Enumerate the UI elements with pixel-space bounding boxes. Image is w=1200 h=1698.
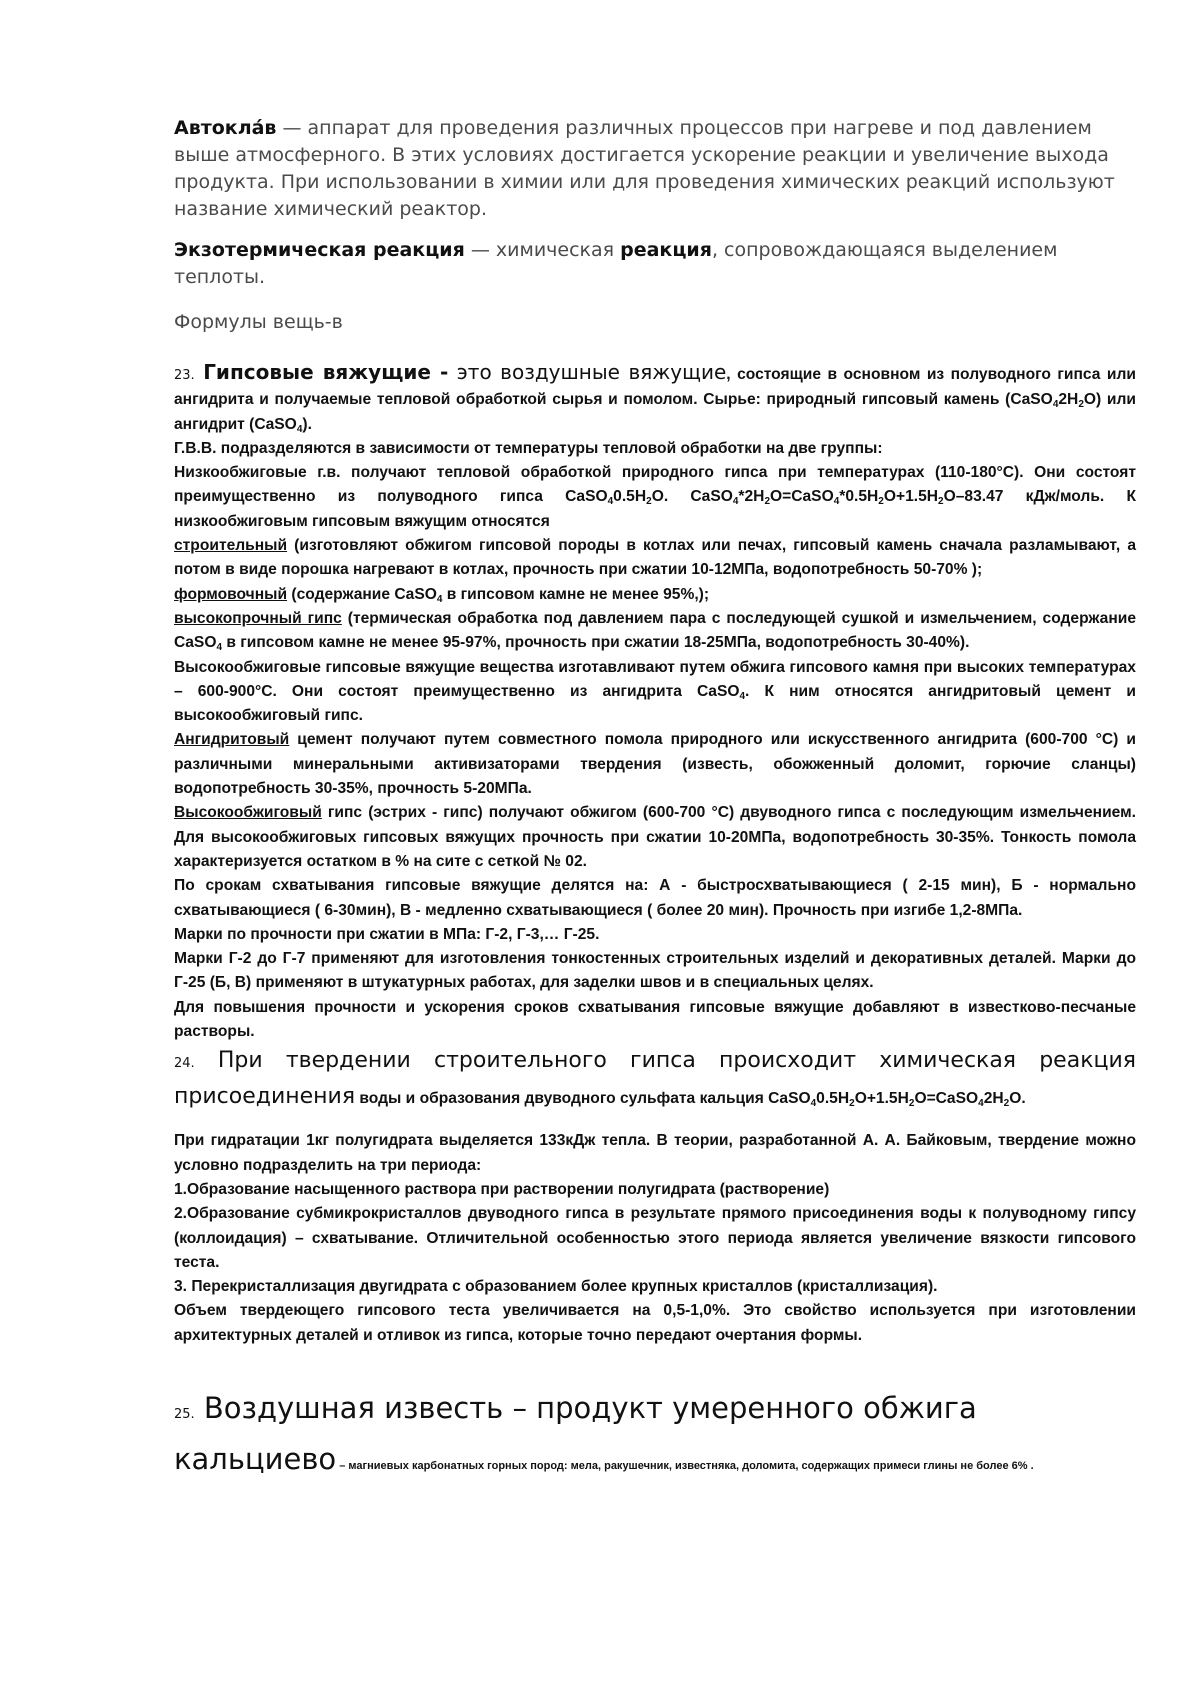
subscript: 4 <box>1052 399 1059 411</box>
high-fired-paragraph <box>174 656 1136 729</box>
low-fired-paragraph <box>174 461 1136 534</box>
text: O=CaSO <box>914 1090 979 1108</box>
main-section <box>174 360 1136 1481</box>
subscript: 2 <box>1003 1098 1010 1110</box>
period-1: 1.Образование насыщенного раствора при растворении полугидрата (растворение) <box>174 1180 830 1198</box>
building-gypsum-paragraph <box>174 534 1136 583</box>
section-23-title-rest: это воздушные вяжущие <box>448 360 727 384</box>
text: (изготовляют обжигом гипсовой породы в котлах или печах, гипсовый камень сначала разламывают, а потом в виде порошка нагревают в котлах, прочность при сжатии 10-12МПа, водопотребность 50-70% ); <box>174 537 1136 579</box>
section-23-intro <box>174 360 1136 437</box>
molding-gypsum-term: формовочный <box>174 585 288 603</box>
text: *2H <box>738 488 765 506</box>
autoclave-paragraph <box>174 115 1134 223</box>
text: (содержание CaSO <box>287 585 437 603</box>
text: 2H <box>983 1090 1004 1108</box>
high-fired-gypsum-paragraph <box>174 801 1136 874</box>
formulas-line: Формулы вещь-в <box>174 311 343 333</box>
intro-section <box>174 115 1134 350</box>
text: , состоящие в основном из полуводного гипса или ангидрита и получаемые тепловой обработкой сырья и помолом. Сырье: природный гипсовый камень (CaSO <box>174 366 1136 409</box>
setting-times-paragraph: По срокам схватывания гипсовые вяжущие делятся на: А - быстросхватывающиеся ( 2-15 мин), Б - нормально схватывающиеся ( 6-30мин), В - медленно схватывающиеся ( более 20 мин). Прочность при изгибе 1,2-8МПа. <box>174 877 1136 919</box>
groups-line: Г.В.В. подразделяются в зависимости от температуры тепловой обработки на две группы: <box>174 439 883 457</box>
period-2: 2.Образование субмикрокристаллов двуводного гипса в результате прямого присоединения воды к полуводному гипсу (коллоидация) – схватывание. Отличительной особенностью этого периода является увеличение вязкости гипсового теста. <box>174 1205 1136 1271</box>
exothermic-bold-word: реакция <box>620 239 712 261</box>
building-gypsum-term: строительный <box>174 537 288 555</box>
text: *0.5H <box>839 488 879 506</box>
text: O. <box>1009 1090 1026 1108</box>
high-strength-term: высокопрочный гипс <box>174 609 342 627</box>
autoclave-definition: — аппарат для проведения различных процессов при нагреве и под давлением выше атмосферного. В этих условиях достигается ускорение реакции и увеличение выхода продукта. При использовании в химии или для проведения химических реакций используют название химический реактор. <box>174 117 1115 220</box>
text: O=CaSO <box>770 488 834 506</box>
text: воды и образования двуводного сульфата кальция CaSO <box>355 1090 811 1108</box>
section-25-paragraph <box>174 1386 1136 1481</box>
subscript: 2 <box>908 1098 915 1110</box>
autoclave-term: Автокла́в <box>174 117 277 139</box>
text: O) или ангидрит (CaSO <box>174 391 1136 433</box>
grades-line: Марки по прочности при сжатии в МПа: Г-2, Г-3,… Г-25. <box>174 925 600 943</box>
additive-paragraph: Для повышения прочности и ускорения сроков схватывания гипсовые вяжущие добавляют в известково-песчаные растворы. <box>174 998 1136 1041</box>
subscript: 4 <box>978 1098 984 1110</box>
molding-gypsum-paragraph <box>174 583 1136 607</box>
text: 2H <box>1058 391 1079 409</box>
grades-use-paragraph: Марки Г-2 до Г-7 применяют для изготовления тонкостенных строительных изделий и декоративных деталей. Марки до Г-25 (Б, В) применяют в штукатурных работах, для заделки швов и в специальных целях. <box>174 950 1136 992</box>
subscript: 4 <box>833 496 840 508</box>
subscript: 2 <box>1078 399 1084 411</box>
high-fired-term: Высокообжиговый <box>174 804 322 822</box>
exothermic-term: Экзотермическая реакция <box>174 239 465 261</box>
text: Воздушная известь – продукт умеренного обжига кальциево <box>174 1390 977 1476</box>
anhydrite-term: Ангидритовый <box>174 731 290 749</box>
hydration-paragraph: При гидратации 1кг полугидрата выделяется 133кДж тепла. В теории, разработанной А. А. Байковым, твердение можно условно подразделить на три периода: <box>174 1132 1136 1174</box>
section-23-number: 23. <box>174 368 195 383</box>
exothermic-text-end: , сопровождающаяся выделением теплоты. <box>174 239 1058 288</box>
subscript: 2 <box>764 496 770 508</box>
text: O+1.5H <box>854 1090 909 1108</box>
subscript: 4 <box>607 496 614 508</box>
section-23-title-bold: Гипсовые вяжущие - <box>203 360 449 384</box>
section-23-heading <box>174 360 726 384</box>
text: Низкообжиговые г.в. получают тепловой обработкой природного гипса при температурах (110-180°С). Они состоят преимущественно из полуводного гипса CaSO <box>174 464 1136 506</box>
section-24-heading <box>174 1044 1136 1115</box>
text: в гипсовом камне не менее 95%,); <box>442 585 710 603</box>
subscript: 4 <box>216 642 223 654</box>
text: При твердении строительного гипса происходит химическая реакция присоединения <box>174 1048 1136 1110</box>
subscript: 4 <box>810 1098 817 1110</box>
section-24-number: 24. <box>174 1056 195 1072</box>
text: в гипсовом камне не менее 95-97%, прочность при сжатии 18-25МПа, водопотребность 30-40%). <box>222 634 970 652</box>
anhydrite-paragraph <box>174 728 1136 801</box>
subscript: 4 <box>296 423 303 435</box>
text: Высокообжиговые гипсовые вяжущие вещества изготавливают путем обжига гипсового камня при высоких температурах – 600-900°С. Они состоят преимущественно из ангидрита CaSO <box>174 658 1136 700</box>
text: гипс (эстрих - гипс) получают обжигом (600-700 °С) двуводного гипса с последующим измельчением. Для высокообжиговых гипсовых вяжущих прочность при сжатии 10-20МПа, водопотребность 30-35%. Тонкость помола характеризуется остатком в % на сите с сеткой № 02. <box>174 804 1136 870</box>
text: O. CaSO <box>651 488 733 506</box>
subscript: 2 <box>646 496 652 508</box>
section-25-rest: – магниевых карбонатных горных пород: мела, ракушечник, известняка, доломита, содержащих примеси глины не более 6% . <box>336 1459 1034 1472</box>
subscript: 2 <box>938 496 944 508</box>
text: (термическая обработка под давлением пара с последующей сушкой и измельчением, содержание CaSO <box>174 609 1137 652</box>
exothermic-text: — химическая <box>464 239 621 261</box>
text: цемент получают путем совместного помола природного или искусственного ангидрита (600-700 °С) и различными минеральными активизаторами твердения (известь, обожженный доломит, горючие сланцы) водопотребность 30-35%, прочность 5-20МПа. <box>174 731 1136 798</box>
exothermic-paragraph <box>174 237 1134 291</box>
text: 0.5H <box>613 488 647 506</box>
subscript: 4 <box>732 496 739 508</box>
volume-paragraph: Объем твердеющего гипсового теста увеличивается на 0,5-1,0%. Это свойство используется при изготовлении архитектурных деталей и отливок из гипса, которые точно передают очертания формы. <box>174 1302 1136 1344</box>
text: 0.5H <box>816 1090 850 1108</box>
subscript: 4 <box>436 593 443 605</box>
subscript: 2 <box>849 1098 855 1110</box>
text: . К ним относятся ангидритовый цемент и высокообжиговый гипс. <box>174 682 1136 725</box>
subscript: 2 <box>878 496 884 508</box>
text: ). <box>302 415 312 433</box>
text: O–83.47 кДж/моль. К низкообжиговым гипсовым вяжущим относятся <box>174 488 1136 530</box>
section-25-number: 25. <box>174 1406 195 1422</box>
period-3: 3. Перекристаллизация двугидрата с образованием более крупных кристаллов (кристаллизация). <box>174 1278 938 1296</box>
text: O+1.5H <box>883 488 939 506</box>
high-strength-paragraph <box>174 607 1136 656</box>
subscript: 4 <box>739 690 746 702</box>
